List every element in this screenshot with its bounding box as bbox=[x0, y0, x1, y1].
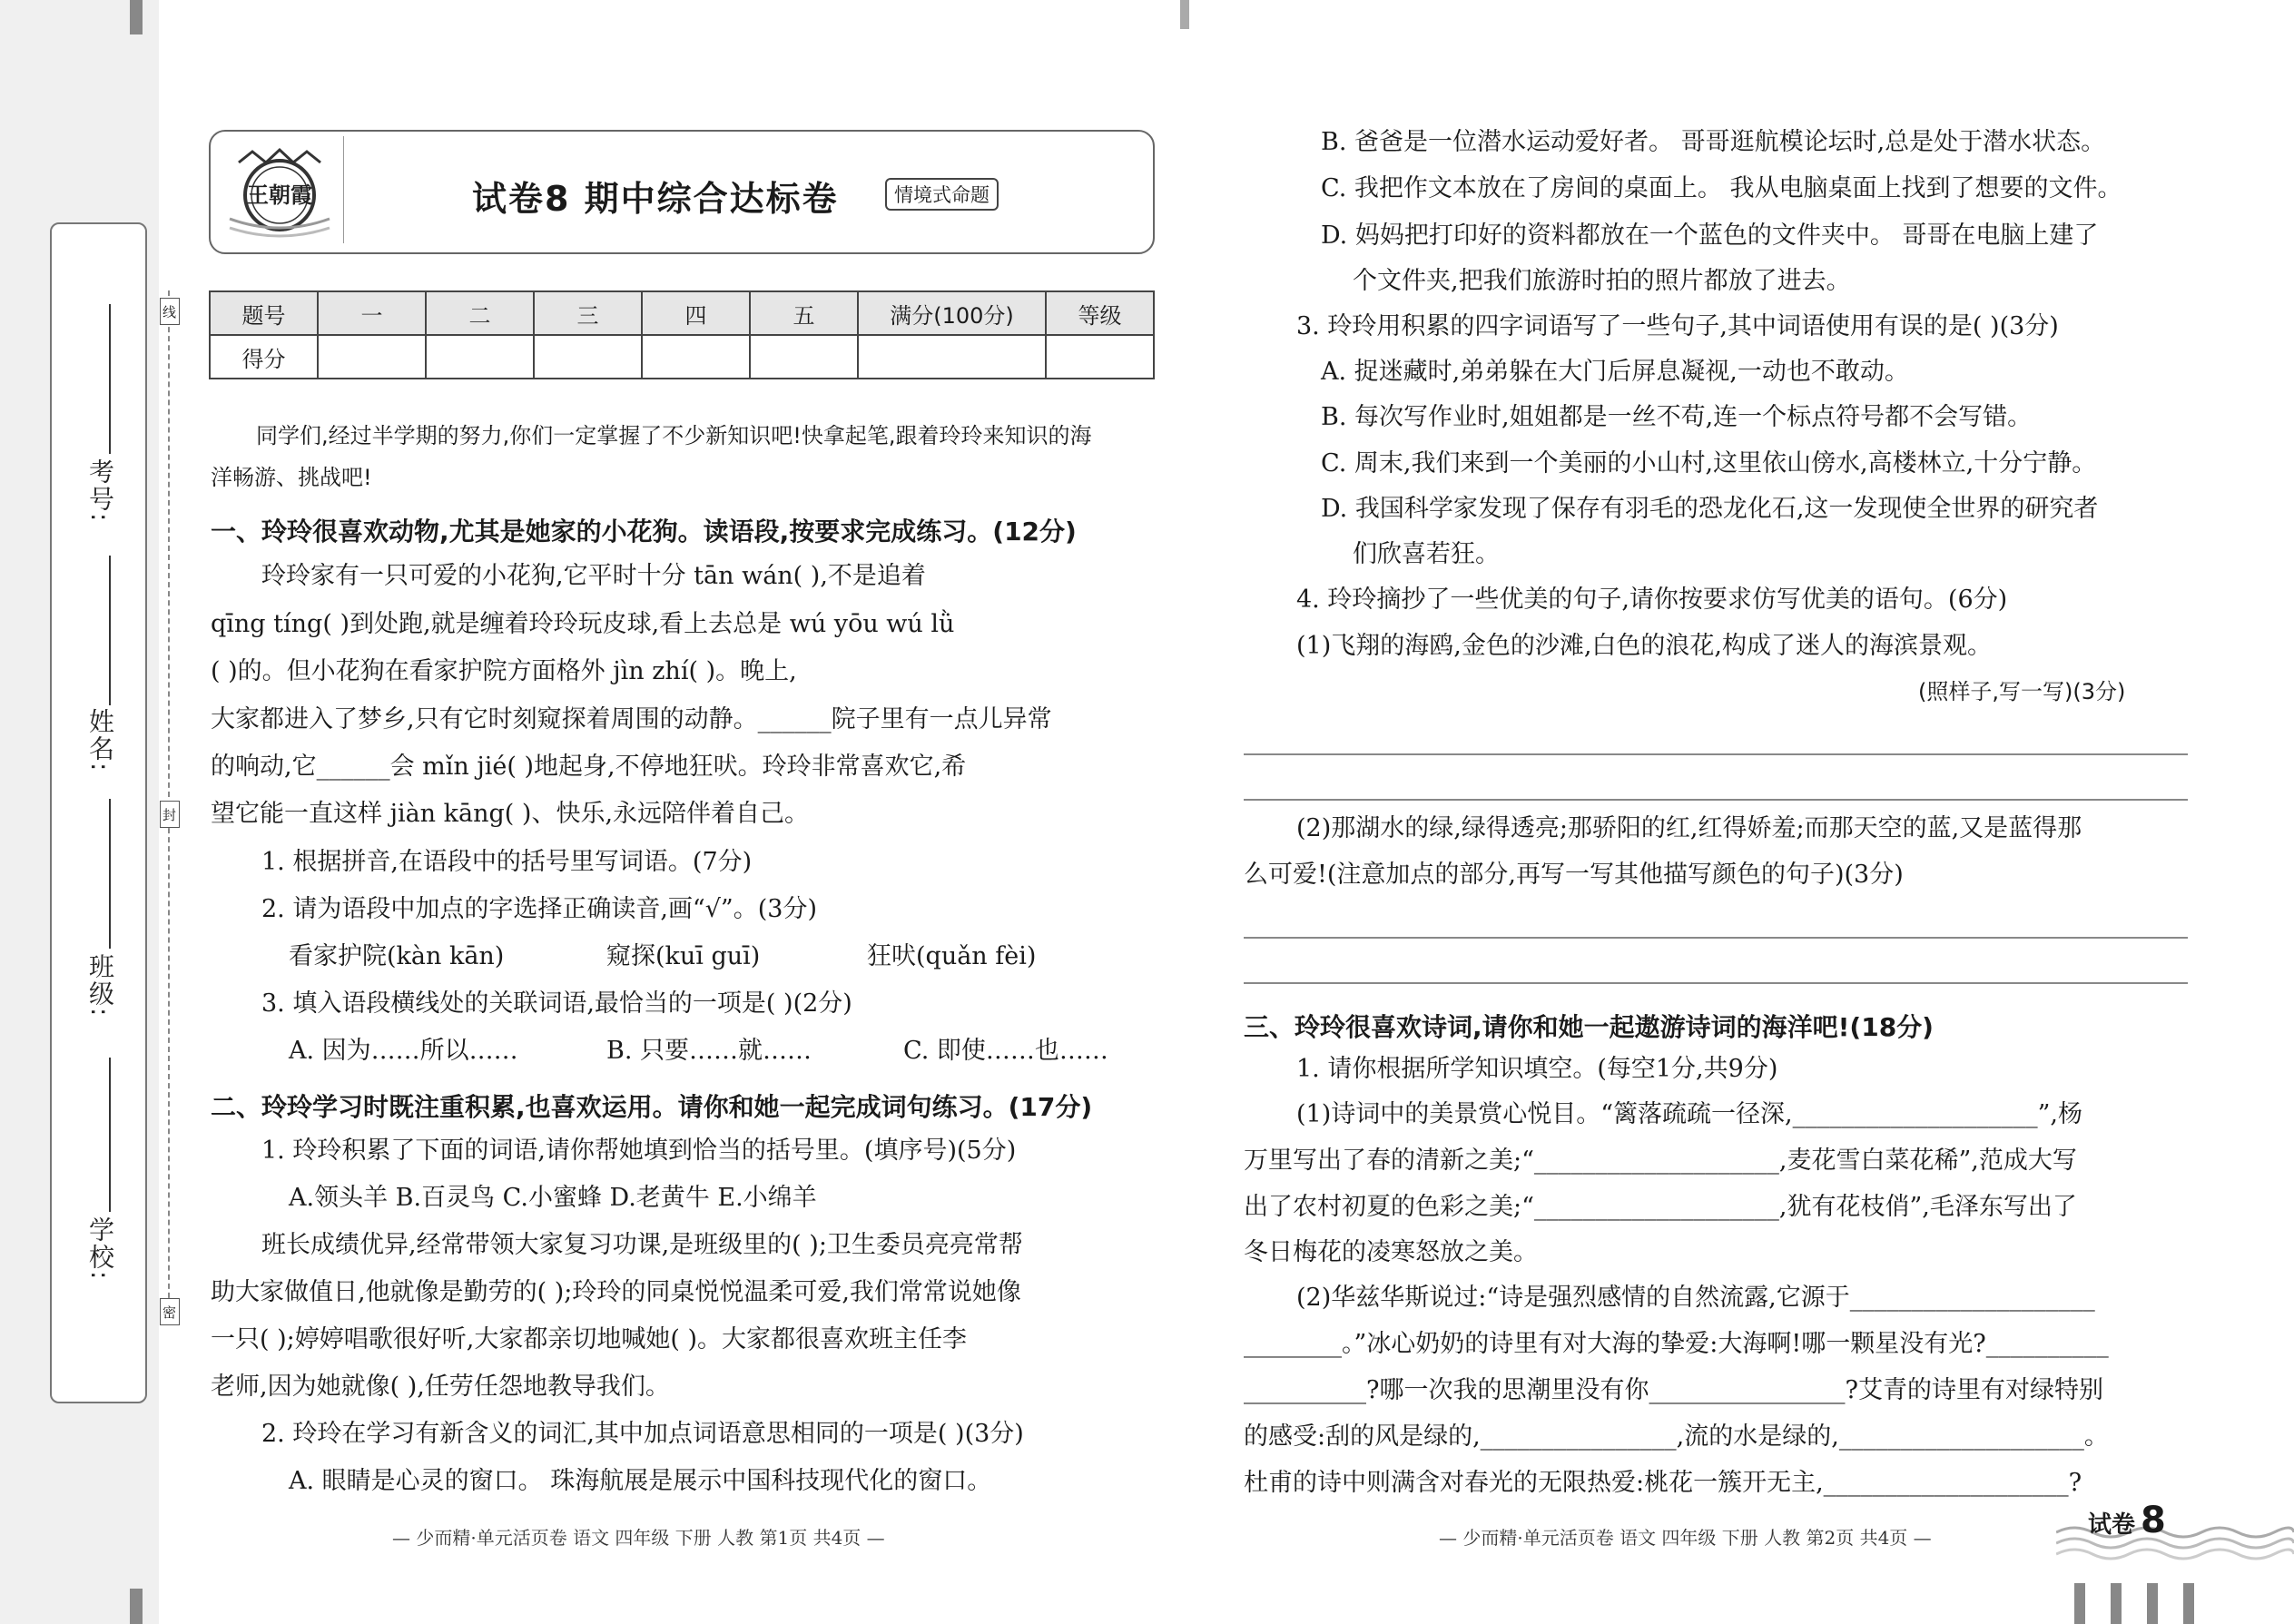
section-2-heading: 二、玲玲学习时既注重积累,也喜欢运用。请你和她一起完成词句练习。(17分) bbox=[211, 1092, 1093, 1122]
instruction-note: (照样子,写一写)(3分) bbox=[1918, 679, 2126, 704]
score-header-cell: 五 bbox=[750, 291, 858, 335]
choice-option-cont: 们欣喜若狂。 bbox=[1353, 540, 1500, 568]
fill-blank-line[interactable]: 的感受:刮的风是绿的,________________,流的水是绿的,____________________。 bbox=[1244, 1422, 2109, 1451]
passage-line: 的响动,它______会 mǐn jié( )地起身,不停地狂吠。玲玲非常喜欢它,希 bbox=[211, 753, 967, 781]
score-header-cell: 二 bbox=[426, 291, 534, 335]
question: 1. 请你根据所学知识填空。(每空1分,共9分) bbox=[1296, 1055, 1778, 1083]
choice-option[interactable]: B. 只要……就…… bbox=[606, 1037, 812, 1065]
class-line bbox=[109, 799, 111, 949]
bottom-bar bbox=[2111, 1583, 2122, 1624]
score-header-cell: 题号 bbox=[210, 291, 318, 335]
score-header-cell: 满分(100分) bbox=[858, 291, 1046, 335]
passage-line: 望它能一直这样 jiàn kāng( )、快乐,永远陪伴着自己。 bbox=[211, 800, 810, 828]
badge-label: 试卷 bbox=[2088, 1511, 2136, 1539]
question: 4. 玲玲摘抄了一些优美的句子,请你按要求仿写优美的语句。(6分) bbox=[1296, 586, 2008, 614]
bottom-bar bbox=[2147, 1583, 2158, 1624]
pronunciation-option[interactable]: 看家护院(kàn kān) bbox=[289, 942, 505, 970]
fill-blank-line[interactable]: (1)诗词中的美景赏心悦目。“篱落疏疏一径深,____________________”,杨 bbox=[1296, 1100, 2083, 1128]
exam-number-label: 考号: bbox=[85, 458, 115, 524]
pronunciation-option[interactable]: 狂吠(quǎn fèi) bbox=[867, 942, 1037, 970]
choice-option[interactable]: A. 因为……所以…… bbox=[289, 1037, 518, 1065]
score-input-cell[interactable] bbox=[1046, 335, 1154, 379]
passage-line: 大家都进入了梦乡,只有它时刻窥探着周围的动静。______院子里有一点儿异常 bbox=[211, 705, 1052, 733]
intro-text: 同学们,经过半学期的努力,你们一定掌握了不少新知识吧!快拿起笔,跟着玲玲来知识的海 bbox=[256, 423, 1092, 448]
score-input-cell[interactable] bbox=[642, 335, 750, 379]
score-input-cell[interactable] bbox=[858, 335, 1046, 379]
passage-line: ( )的。但小花狗在看家护院方面格外 jìn zhí( )。晚上, bbox=[211, 657, 797, 685]
badge-number: 8 bbox=[2141, 1500, 2166, 1541]
passage-line: 一只( );婷婷唱歌很好听,大家都亲切地喊她( )。大家都很喜欢班主任李 bbox=[211, 1325, 967, 1353]
choice-option-cont: 个文件夹,把我们旅游时拍的照片都放了进去。 bbox=[1353, 267, 1851, 295]
fill-blank-line[interactable]: ________。”冰心奶奶的诗里有对大海的挚爱:大海啊!哪一颗星没有光?__________ bbox=[1244, 1330, 2109, 1358]
fill-blank-line: 冬日梅花的凌寒怒放之美。 bbox=[1244, 1238, 1538, 1266]
exam-number-badge bbox=[2088, 1500, 2166, 1541]
score-input-cell[interactable] bbox=[750, 335, 858, 379]
passage-line: 老师,因为她就像( ),任劳任怨地教导我们。 bbox=[211, 1373, 670, 1401]
name-line bbox=[109, 556, 111, 705]
class-label: 班级: bbox=[85, 953, 115, 1019]
example-sentence: (2)那湖水的绿,绿得透亮;那骄阳的红,红得娇羞;而那天空的蓝,又是蓝得那 bbox=[1296, 814, 2082, 842]
school-label: 学校: bbox=[85, 1216, 115, 1282]
question: 1. 玲玲积累了下面的词语,请你帮她填到恰当的括号里。(填序号)(5分) bbox=[261, 1137, 1017, 1165]
score-input-cell[interactable] bbox=[534, 335, 642, 379]
answer-line[interactable] bbox=[1244, 982, 2188, 984]
choice-option[interactable]: D. 妈妈把打印好的资料都放在一个蓝色的文件夹中。 哥哥在电脑上建了 bbox=[1321, 221, 2099, 250]
choice-option[interactable]: D. 我国科学家发现了保存有羽毛的恐龙化石,这一发现使全世界的研究者 bbox=[1321, 495, 2099, 523]
logo-text: 王朝霞 bbox=[247, 182, 312, 208]
page-footer: — 少而精·单元活页卷 语文 四年级 下册 人教 第1页 共4页 — bbox=[392, 1527, 885, 1549]
score-input-cell[interactable] bbox=[426, 335, 534, 379]
cut-mark-secret: 密 bbox=[160, 1298, 180, 1325]
header-divider bbox=[343, 136, 344, 243]
exam-number-line bbox=[109, 304, 111, 454]
answer-line[interactable] bbox=[1244, 937, 2188, 939]
fill-blank-line[interactable]: 杜甫的诗中则满含对春光的无限热爱:桃花一簇开无主,____________________? bbox=[1244, 1469, 2082, 1497]
answer-line[interactable] bbox=[1244, 753, 2188, 755]
choice-option[interactable]: C. 即使……也…… bbox=[903, 1037, 1108, 1065]
passage-line: 班长成绩优异,经常带领大家复习功课,是班级里的( );卫生委员亮亮常帮 bbox=[261, 1231, 1023, 1259]
school-line bbox=[109, 1058, 111, 1212]
page-footer: — 少而精·单元活页卷 语文 四年级 下册 人教 第2页 共4页 — bbox=[1439, 1527, 1932, 1549]
name-label: 姓名: bbox=[85, 708, 115, 773]
score-input-cell[interactable] bbox=[318, 335, 426, 379]
choice-option[interactable]: A. 眼睛是心灵的窗口。 珠海航展是展示中国科技现代化的窗口。 bbox=[289, 1467, 992, 1495]
top-margin-mark bbox=[130, 0, 143, 34]
intro-text: 洋畅游、挑战吧! bbox=[211, 465, 372, 490]
bottom-bar bbox=[2183, 1583, 2194, 1624]
bottom-bar bbox=[2074, 1583, 2085, 1624]
answer-line[interactable] bbox=[1244, 799, 2188, 801]
score-header-cell: 等级 bbox=[1046, 291, 1154, 335]
fill-blank-line[interactable]: 万里写出了春的清新之美;“____________________,麦花雪白菜花稀”,范成大写 bbox=[1244, 1147, 2077, 1175]
bottom-margin-mark bbox=[130, 1589, 143, 1624]
example-sentence: (1)飞翔的海鸥,金色的沙滩,白色的浪花,构成了迷人的海滨景观。 bbox=[1296, 632, 1992, 660]
question: 2. 玲玲在学习有新含义的词汇,其中加点词语意思相同的一项是( )(3分) bbox=[261, 1420, 1024, 1448]
score-label-cell: 得分 bbox=[210, 335, 318, 379]
top-edge-mark bbox=[1180, 0, 1189, 29]
score-header-cell: 三 bbox=[534, 291, 642, 335]
score-value-row bbox=[210, 335, 1154, 379]
choice-option[interactable]: B. 爸爸是一位潜水运动爱好者。 哥哥逛航模论坛时,总是处于潜水状态。 bbox=[1321, 128, 2106, 156]
score-table bbox=[209, 290, 1155, 379]
section-3-heading: 三、玲玲很喜欢诗词,请你和她一起遨游诗词的海洋吧!(18分) bbox=[1244, 1012, 1934, 1042]
choice-option[interactable]: B. 每次写作业时,姐姐都是一丝不苟,连一个标点符号都不会写错。 bbox=[1321, 403, 2033, 431]
cut-mark-seal: 封 bbox=[160, 801, 180, 828]
choice-option[interactable]: C. 我把作文本放在了房间的桌面上。 我从电脑桌面上找到了想要的文件。 bbox=[1321, 174, 2122, 202]
question: 3. 填入语段横线处的关联词语,最恰当的一项是( )(2分) bbox=[261, 989, 852, 1018]
score-header-cell: 四 bbox=[642, 291, 750, 335]
exam-tag: 情境式命题 bbox=[885, 178, 999, 211]
question: 1. 根据拼音,在语段中的括号里写词语。(7分) bbox=[261, 848, 753, 876]
section-1-heading: 一、玲玲很喜欢动物,尤其是她家的小花狗。读语段,按要求完成练习。(12分) bbox=[211, 517, 1077, 546]
choice-option[interactable]: A. 捉迷藏时,弟弟躲在大门后屏息凝视,一动也不敢动。 bbox=[1321, 358, 1909, 386]
passage-line: qīng tíng( )到处跑,就是缠着玲玲玩皮球,看上去总是 wú yōu wú lǜ bbox=[211, 610, 955, 638]
exam-title: 试卷8 期中综合达标卷 bbox=[472, 179, 839, 219]
question: 2. 请为语段中加点的字选择正确读音,画“√”。(3分) bbox=[261, 895, 817, 923]
score-header-cell: 一 bbox=[318, 291, 426, 335]
passage-line: 助大家做值日,他就像是勤劳的( );玲玲的同桌悦悦温柔可爱,我们常常说她像 bbox=[211, 1278, 1021, 1306]
score-header-row bbox=[210, 291, 1154, 335]
question: 3. 玲玲用积累的四字词语写了一些句子,其中词语使用有误的是( )(3分) bbox=[1296, 312, 2059, 340]
fill-blank-line[interactable]: __________?哪一次我的思潮里没有你________________?艾青的诗里有对绿特别 bbox=[1244, 1376, 2103, 1404]
pronunciation-option[interactable]: 窥探(kuī guī) bbox=[606, 942, 761, 970]
brand-logo bbox=[225, 143, 334, 241]
fill-blank-line[interactable]: 出了农村初夏的色彩之美;“____________________,犹有花枝俏”,毛泽东写出了 bbox=[1244, 1193, 2077, 1221]
word-options: A.领头羊 B.百灵鸟 C.小蜜蜂 D.老黄牛 E.小绵羊 bbox=[289, 1184, 817, 1212]
cut-mark-line: 线 bbox=[160, 298, 180, 325]
fill-blank-line[interactable]: (2)华兹华斯说过:“诗是强烈感情的自然流露,它源于____________________ bbox=[1296, 1284, 2095, 1312]
choice-option[interactable]: C. 周末,我们来到一个美丽的小山村,这里依山傍水,高楼林立,十分宁静。 bbox=[1321, 449, 2097, 477]
example-sentence-cont: 么可爱!(注意加点的部分,再写一写其他描写颜色的句子)(3分) bbox=[1244, 861, 1904, 889]
passage-line: 玲玲家有一只可爱的小花狗,它平时十分 tān wán( ),不是追着 bbox=[261, 562, 926, 590]
